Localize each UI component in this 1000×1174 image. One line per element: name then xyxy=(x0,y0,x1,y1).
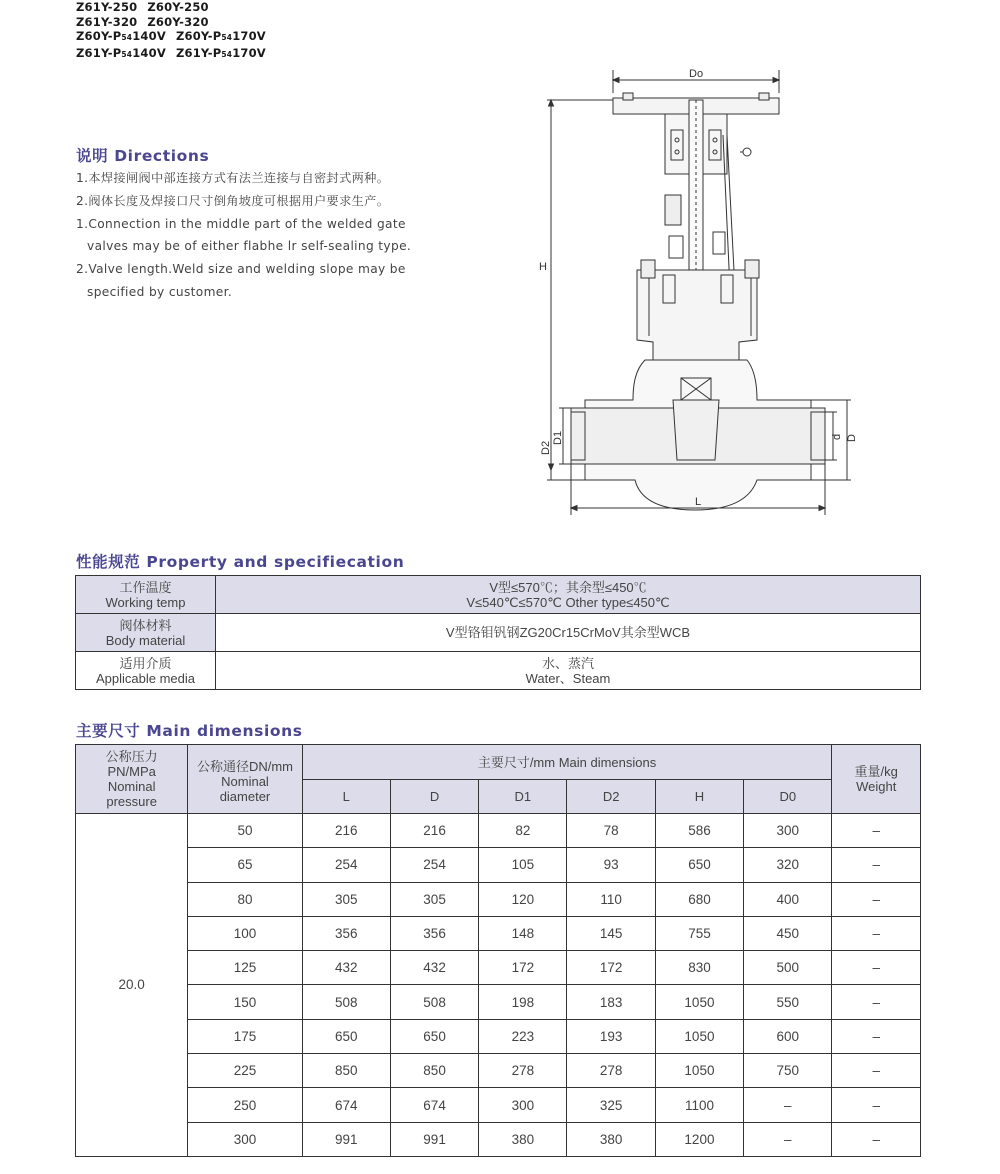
direction-line: 1.Connection in the middle part of the welded gate xyxy=(76,216,406,231)
model-code xyxy=(176,46,266,60)
dim-label-d2: D2 xyxy=(540,440,552,455)
col-header-d1: D1 xyxy=(479,780,567,814)
table-cell: 172 xyxy=(479,951,567,985)
table-cell: 80 xyxy=(188,882,302,916)
table-cell: 325 xyxy=(567,1088,655,1122)
table-cell: 110 xyxy=(567,882,655,916)
dim-label-h: H xyxy=(539,261,547,273)
table-row xyxy=(76,814,921,848)
table-cell: 193 xyxy=(567,1019,655,1053)
table-cell: 600 xyxy=(744,1019,832,1053)
table-cell: 674 xyxy=(302,1088,390,1122)
model-line xyxy=(76,15,276,30)
col-header-diameter: 公称通径DN/mm Nominal diameter xyxy=(188,745,302,814)
table-cell: – xyxy=(832,882,921,916)
table-cell: – xyxy=(832,951,921,985)
direction-line: 2.Valve length.Weld size and welding slope may be xyxy=(76,262,406,277)
table-cell: 250 xyxy=(188,1088,302,1122)
dim-label-d1: D1 xyxy=(552,430,564,445)
row-value: 水、蒸汽 Water、Steam xyxy=(216,652,921,690)
table-cell: 172 xyxy=(567,951,655,985)
model-code-subscript: 54 xyxy=(221,49,233,59)
table-cell: 78 xyxy=(567,814,655,848)
model-code: Z61Y-320 xyxy=(76,14,138,29)
table-row xyxy=(76,916,921,950)
direction-line: valves may be of either flabhe lr self-sealing type. xyxy=(87,239,412,254)
dimensions-title: 主要尺寸 Main dimensions xyxy=(76,722,303,740)
table-cell: 105 xyxy=(479,848,567,882)
table-cell: 755 xyxy=(655,916,743,950)
dim-label-l: L xyxy=(695,496,702,508)
table-cell: 82 xyxy=(479,814,567,848)
table-cell: 150 xyxy=(188,985,302,1019)
table-cell: 508 xyxy=(302,985,390,1019)
table-cell: 680 xyxy=(655,882,743,916)
table-cell: – xyxy=(832,1088,921,1122)
table-cell: 1100 xyxy=(655,1088,743,1122)
table-cell: – xyxy=(832,1054,921,1088)
table-row xyxy=(76,985,921,1019)
table-cell: 450 xyxy=(744,916,832,950)
table-cell: 216 xyxy=(302,814,390,848)
table-cell: 216 xyxy=(390,814,478,848)
model-code xyxy=(76,46,166,60)
valve-drawing xyxy=(525,60,865,520)
table-cell: 183 xyxy=(567,985,655,1019)
table-row xyxy=(76,1054,921,1088)
row-label: 阀体材料 Body material xyxy=(76,614,216,652)
table-row xyxy=(76,951,921,985)
table-cell: 991 xyxy=(390,1122,478,1156)
table-row xyxy=(76,882,921,916)
model-line xyxy=(76,0,276,15)
col-header-pressure: 公称压力 PN/MPa Nominal pressure xyxy=(76,745,188,814)
model-code-subscript: 54 xyxy=(121,49,133,59)
dim-label-do: Do xyxy=(689,68,704,80)
col-header-d0: D0 xyxy=(744,780,832,814)
table-cell: 198 xyxy=(479,985,567,1019)
table-row xyxy=(76,576,921,614)
table-cell: 850 xyxy=(302,1054,390,1088)
table-row xyxy=(76,1088,921,1122)
table-cell: 586 xyxy=(655,814,743,848)
col-header-d2: D2 xyxy=(567,780,655,814)
col-header-d: D xyxy=(390,780,478,814)
table-cell: 991 xyxy=(302,1122,390,1156)
table-cell: 1050 xyxy=(655,985,743,1019)
direction-line: specified by customer. xyxy=(87,284,233,299)
table-cell: 305 xyxy=(302,882,390,916)
model-code-part: Z60Y-P xyxy=(175,29,222,43)
table-cell: 508 xyxy=(390,985,478,1019)
table-cell: 223 xyxy=(479,1019,567,1053)
model-code-part: 140V xyxy=(132,45,166,60)
col-header-l: L xyxy=(302,780,390,814)
table-cell: 148 xyxy=(479,916,567,950)
table-cell: 750 xyxy=(744,1054,832,1088)
table-cell: 100 xyxy=(188,916,302,950)
model-line xyxy=(76,46,276,63)
table-cell: 650 xyxy=(655,848,743,882)
pressure-cell: 20.0 xyxy=(76,814,188,1157)
table-cell: 380 xyxy=(479,1122,567,1156)
table-row xyxy=(76,1019,921,1053)
property-title: 性能规范 Property and specifiecation xyxy=(76,553,405,571)
table-cell: 356 xyxy=(390,916,478,950)
table-cell: 93 xyxy=(567,848,655,882)
model-code-subscript: 54 xyxy=(221,33,233,42)
table-row xyxy=(76,614,921,652)
table-cell: 225 xyxy=(188,1054,302,1088)
table-cell: 300 xyxy=(188,1122,302,1156)
model-code xyxy=(76,29,166,43)
row-value: V型铬钼钒钢ZG20Cr15CrMoV其余型WCB xyxy=(216,614,921,652)
table-cell: – xyxy=(832,985,921,1019)
table-cell: – xyxy=(832,848,921,882)
model-code-part: Z61Y-P xyxy=(76,45,122,60)
table-cell: 300 xyxy=(479,1088,567,1122)
table-cell: 125 xyxy=(188,951,302,985)
table-cell: 278 xyxy=(479,1054,567,1088)
table-cell: – xyxy=(744,1088,832,1122)
table-cell: – xyxy=(832,1019,921,1053)
table-cell: 500 xyxy=(744,951,832,985)
model-code: Z60Y-320 xyxy=(147,14,209,29)
table-cell: – xyxy=(832,916,921,950)
row-label: 工作温度 Working temp xyxy=(76,576,216,614)
direction-line: 1.本焊接闸阀中部连接方式有法兰连接与自密封式两种。 xyxy=(76,171,390,185)
table-cell: 674 xyxy=(390,1088,478,1122)
dimensions-table xyxy=(75,744,921,1157)
table-cell: 356 xyxy=(302,916,390,950)
table-cell: 320 xyxy=(744,848,832,882)
table-cell: – xyxy=(832,814,921,848)
table-cell: 145 xyxy=(567,916,655,950)
model-code-part: 140V xyxy=(132,29,166,43)
table-cell: 1200 xyxy=(655,1122,743,1156)
col-header-h: H xyxy=(655,780,743,814)
table-cell: 400 xyxy=(744,882,832,916)
model-code-part: Z61Y-P xyxy=(175,45,222,60)
directions-text xyxy=(76,167,411,304)
model-code xyxy=(176,29,266,43)
model-code: Z60Y-250 xyxy=(147,0,209,14)
dim-label-d-small: d xyxy=(831,433,843,440)
col-header-main: 主要尺寸/mm Main dimensions xyxy=(302,745,832,780)
table-cell: 50 xyxy=(188,814,302,848)
table-cell: 65 xyxy=(188,848,302,882)
table-cell: – xyxy=(832,1122,921,1156)
table-cell: 650 xyxy=(302,1019,390,1053)
table-cell: 120 xyxy=(479,882,567,916)
table-cell: 1050 xyxy=(655,1054,743,1088)
table-row xyxy=(76,1122,921,1156)
table-cell: 278 xyxy=(567,1054,655,1088)
model-code-part: 170V xyxy=(232,45,266,60)
model-code-part: Z60Y-P xyxy=(76,29,122,43)
table-cell: 305 xyxy=(390,882,478,916)
row-value: V型≤570℃；其余型≤450℃ V≤540℃≤570℃ Other type≤450℃ xyxy=(216,576,921,614)
model-list xyxy=(76,0,276,62)
table-cell: 254 xyxy=(390,848,478,882)
table-cell: 300 xyxy=(744,814,832,848)
table-cell: 830 xyxy=(655,951,743,985)
table-cell: 650 xyxy=(390,1019,478,1053)
table-cell: 550 xyxy=(744,985,832,1019)
direction-line: 2.阀体长度及焊接口尺寸倒角坡度可根据用户要求生产。 xyxy=(76,193,390,208)
model-code-subscript: 54 xyxy=(121,33,133,42)
table-cell: 175 xyxy=(188,1019,302,1053)
dim-label-d-large: D xyxy=(846,434,858,442)
col-header-weight: 重量/kg Weight xyxy=(832,745,921,814)
table-cell: 1050 xyxy=(655,1019,743,1053)
table-cell: 254 xyxy=(302,848,390,882)
table-row xyxy=(76,652,921,690)
table-cell: 432 xyxy=(302,951,390,985)
model-line xyxy=(76,29,276,46)
model-code-part: 170V xyxy=(232,29,266,43)
table-cell: – xyxy=(744,1122,832,1156)
table-cell: 380 xyxy=(567,1122,655,1156)
table-cell: 850 xyxy=(390,1054,478,1088)
table-row xyxy=(76,848,921,882)
table-cell: 432 xyxy=(390,951,478,985)
model-code: Z61Y-250 xyxy=(76,0,138,14)
directions-title: 说明 Directions xyxy=(76,147,210,165)
row-label: 适用介质 Applicable media xyxy=(76,652,216,690)
property-table xyxy=(75,575,921,690)
